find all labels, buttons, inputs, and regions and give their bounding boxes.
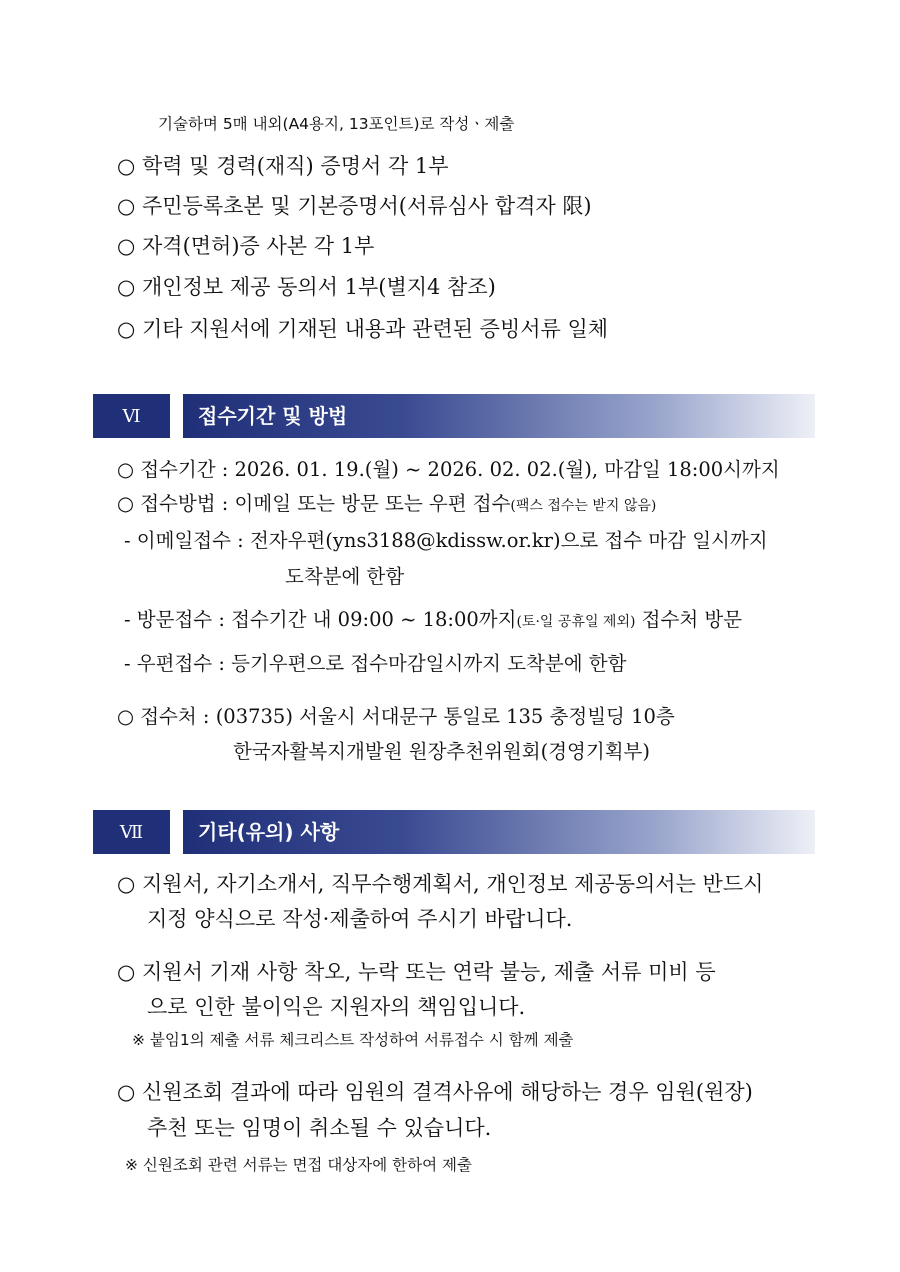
section-6-number: Ⅵ bbox=[93, 394, 170, 438]
section-7-title: 기타(유의) 사항 bbox=[198, 820, 340, 844]
list-item: ○ 자격(면허)증 사본 각 1부 bbox=[117, 234, 375, 258]
top-note: 기술하며 5매 내외(A4용지, 13포인트)로 작성ㆍ제출 bbox=[158, 115, 515, 133]
office-line-2: 한국자활복지개발원 원장추천위원회(경영기획부) bbox=[233, 740, 650, 763]
visit-tail: 접수처 방문 bbox=[641, 608, 743, 631]
method-main: ○ 접수방법 : 이메일 또는 방문 또는 우편 접수 bbox=[117, 492, 511, 515]
period-line: ○ 접수기간 : 2026. 01. 19.(월) ~ 2026. 02. 02.(월), 마감일 18:00시까지 bbox=[117, 458, 780, 481]
notice-3-line-2: 추천 또는 임명이 취소될 수 있습니다. bbox=[147, 1116, 492, 1140]
visit-main: - 방문접수 : 접수기간 내 09:00 ~ 18:00까지 bbox=[124, 608, 517, 631]
section-6-header bbox=[183, 394, 815, 438]
list-item: ○ 주민등록초본 및 기본증명서(서류심사 합격자 限) bbox=[117, 194, 592, 218]
section-7-number: Ⅶ bbox=[93, 810, 170, 854]
notice-2-line-2: 으로 인한 불이익은 지원자의 책임입니다. bbox=[147, 995, 526, 1019]
notice-3-remark: ※ 신원조회 관련 서류는 면접 대상자에 한하여 제출 bbox=[125, 1156, 472, 1174]
office-line-1: ○ 접수처 : (03735) 서울시 서대문구 통일로 135 충정빌딩 10층 bbox=[117, 705, 675, 728]
visit-note: (토·일 공휴일 제외) bbox=[516, 614, 636, 630]
email-line-2: 도착분에 한함 bbox=[285, 565, 405, 588]
email-line-1: - 이메일접수 : 전자우편(yns3188@kdissw.or.kr)으로 접수 마감 일시까지 bbox=[124, 529, 768, 552]
notice-1-line-1: ○ 지원서, 자기소개서, 직무수행계획서, 개인정보 제공동의서는 반드시 bbox=[117, 872, 764, 896]
list-item: ○ 학력 및 경력(재직) 증명서 각 1부 bbox=[117, 154, 449, 178]
notice-2-remark: ※ 붙임1의 제출 서류 체크리스트 작성하여 서류접수 시 함께 제출 bbox=[132, 1031, 574, 1049]
notice-3-line-1: ○ 신원조회 결과에 따라 임원의 결격사유에 해당하는 경우 임원(원장) bbox=[117, 1080, 753, 1104]
method-line bbox=[117, 488, 656, 516]
list-item: ○ 개인정보 제공 동의서 1부(별지4 참조) bbox=[117, 275, 496, 299]
notice-2-line-1: ○ 지원서 기재 사항 착오, 누락 또는 연락 불능, 제출 서류 미비 등 bbox=[117, 960, 716, 984]
visit-line bbox=[124, 604, 742, 632]
notice-1-line-2: 지정 양식으로 작성·제출하여 주시기 바랍니다. bbox=[147, 907, 573, 931]
section-7-header bbox=[183, 810, 815, 854]
post-line: - 우편접수 : 등기우편으로 접수마감일시까지 도착분에 한함 bbox=[124, 652, 627, 675]
section-6-title: 접수기간 및 방법 bbox=[198, 404, 348, 428]
method-note: (팩스 접수는 받지 않음) bbox=[510, 498, 657, 514]
list-item: ○ 기타 지원서에 기재된 내용과 관련된 증빙서류 일체 bbox=[117, 317, 609, 341]
